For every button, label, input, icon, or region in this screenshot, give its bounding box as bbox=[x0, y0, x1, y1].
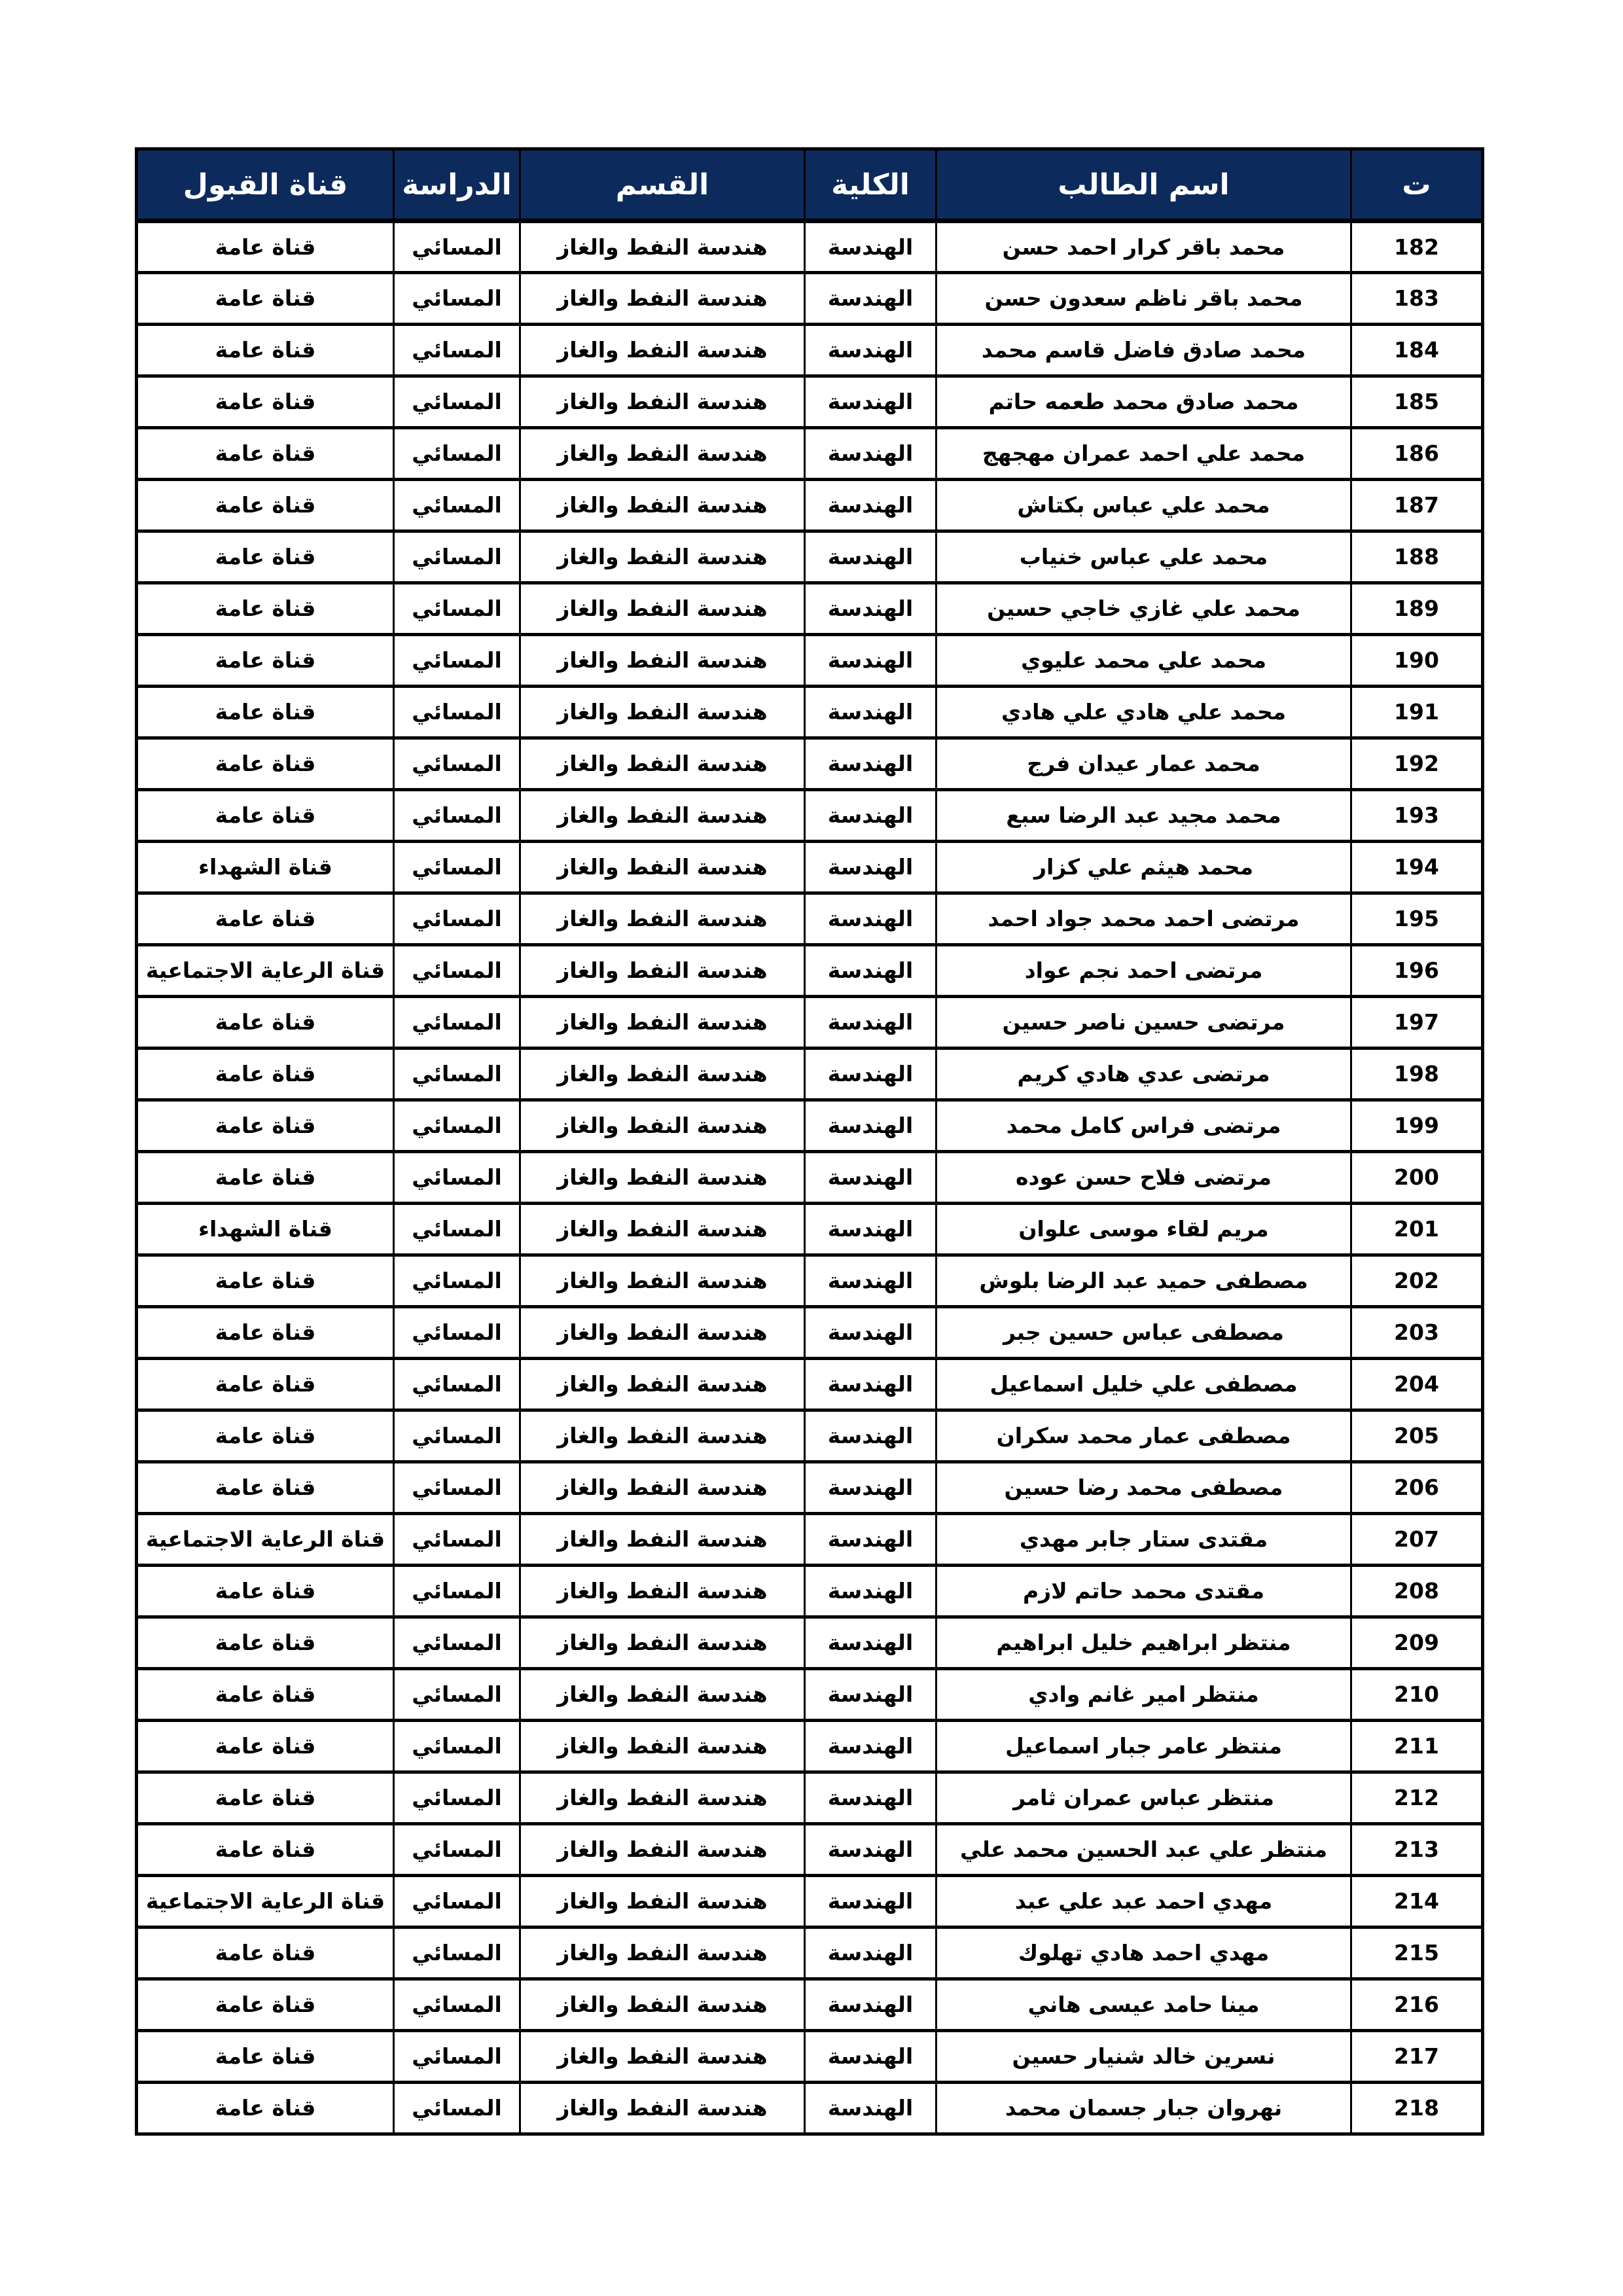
department: هندسة النفط والغاز bbox=[520, 1617, 805, 1669]
college: الهندسة bbox=[805, 583, 936, 635]
study: المسائي bbox=[394, 1410, 520, 1462]
table-row bbox=[137, 1566, 1483, 1617]
study: المسائي bbox=[394, 1669, 520, 1721]
college: الهندسة bbox=[805, 1204, 936, 1255]
table-row bbox=[137, 945, 1483, 997]
row-no: 192 bbox=[1351, 738, 1483, 790]
student-name: محمد علي غازي خاجي حسين bbox=[936, 583, 1351, 635]
header-student-name: اسم الطالب bbox=[936, 149, 1351, 221]
college: الهندسة bbox=[805, 1566, 936, 1617]
student-name: نسرين خالد شنيار حسين bbox=[936, 2031, 1351, 2083]
college: الهندسة bbox=[805, 1876, 936, 1928]
admission-channel: قناة عامة bbox=[137, 1462, 394, 1514]
department: هندسة النفط والغاز bbox=[520, 1152, 805, 1204]
row-no: 201 bbox=[1351, 1204, 1483, 1255]
admission-channel: قناة الشهداء bbox=[137, 1204, 394, 1255]
study: المسائي bbox=[394, 687, 520, 738]
study: المسائي bbox=[394, 2083, 520, 2134]
row-no: 182 bbox=[1351, 221, 1483, 273]
college: الهندسة bbox=[805, 1255, 936, 1307]
department: هندسة النفط والغاز bbox=[520, 635, 805, 687]
department: هندسة النفط والغاز bbox=[520, 842, 805, 893]
admission-channel: قناة عامة bbox=[137, 1255, 394, 1307]
table-row bbox=[137, 1721, 1483, 1772]
department: هندسة النفط والغاز bbox=[520, 2083, 805, 2134]
study: المسائي bbox=[394, 1359, 520, 1410]
study: المسائي bbox=[394, 1514, 520, 1566]
table-row bbox=[137, 1928, 1483, 1979]
table-body bbox=[137, 221, 1483, 2134]
department: هندسة النفط والغاز bbox=[520, 273, 805, 325]
study: المسائي bbox=[394, 1307, 520, 1359]
admission-channel: قناة عامة bbox=[137, 428, 394, 480]
table-row bbox=[137, 1049, 1483, 1100]
row-no: 210 bbox=[1351, 1669, 1483, 1721]
student-name: منتظر امير غانم وادي bbox=[936, 1669, 1351, 1721]
department: هندسة النفط والغاز bbox=[520, 1359, 805, 1410]
college: الهندسة bbox=[805, 1514, 936, 1566]
study: المسائي bbox=[394, 1100, 520, 1152]
table-row bbox=[137, 1772, 1483, 1824]
admission-channel: قناة عامة bbox=[137, 221, 394, 273]
study: المسائي bbox=[394, 583, 520, 635]
table-row bbox=[137, 480, 1483, 531]
student-name: مصطفى عمار محمد سكران bbox=[936, 1410, 1351, 1462]
admission-channel: قناة عامة bbox=[137, 1928, 394, 1979]
student-name: مقتدى ستار جابر مهدي bbox=[936, 1514, 1351, 1566]
college: الهندسة bbox=[805, 997, 936, 1049]
department: هندسة النفط والغاز bbox=[520, 1307, 805, 1359]
department: هندسة النفط والغاز bbox=[520, 1979, 805, 2031]
admission-channel: قناة عامة bbox=[137, 1359, 394, 1410]
table-row bbox=[137, 273, 1483, 325]
study: المسائي bbox=[394, 221, 520, 273]
study: المسائي bbox=[394, 1204, 520, 1255]
admission-channel: قناة الشهداء bbox=[137, 842, 394, 893]
student-name: مرتضى فراس كامل محمد bbox=[936, 1100, 1351, 1152]
department: هندسة النفط والغاز bbox=[520, 893, 805, 945]
department: هندسة النفط والغاز bbox=[520, 1462, 805, 1514]
study: المسائي bbox=[394, 1152, 520, 1204]
department: هندسة النفط والغاز bbox=[520, 1255, 805, 1307]
department: هندسة النفط والغاز bbox=[520, 1772, 805, 1824]
row-no: 188 bbox=[1351, 531, 1483, 583]
department: هندسة النفط والغاز bbox=[520, 945, 805, 997]
table-row bbox=[137, 376, 1483, 428]
table-row bbox=[137, 1152, 1483, 1204]
table-row bbox=[137, 1462, 1483, 1514]
college: الهندسة bbox=[805, 480, 936, 531]
row-no: 216 bbox=[1351, 1979, 1483, 2031]
table-row bbox=[137, 1669, 1483, 1721]
department: هندسة النفط والغاز bbox=[520, 1669, 805, 1721]
student-name: مرتضى عدي هادي كريم bbox=[936, 1049, 1351, 1100]
college: الهندسة bbox=[805, 1100, 936, 1152]
header-study: الدراسة bbox=[394, 149, 520, 221]
college: الهندسة bbox=[805, 1669, 936, 1721]
department: هندسة النفط والغاز bbox=[520, 325, 805, 376]
student-name: منتظر عباس عمران ثامر bbox=[936, 1772, 1351, 1824]
row-no: 191 bbox=[1351, 687, 1483, 738]
table-row bbox=[137, 428, 1483, 480]
table-row bbox=[137, 2031, 1483, 2083]
student-name: مصطفى عباس حسين جبر bbox=[936, 1307, 1351, 1359]
table-row bbox=[137, 1617, 1483, 1669]
row-no: 208 bbox=[1351, 1566, 1483, 1617]
header-row bbox=[137, 149, 1483, 221]
admission-channel: قناة عامة bbox=[137, 738, 394, 790]
study: المسائي bbox=[394, 635, 520, 687]
student-name: مرتضى احمد نجم عواد bbox=[936, 945, 1351, 997]
table-row bbox=[137, 1307, 1483, 1359]
student-name: محمد باقر كرار احمد حسن bbox=[936, 221, 1351, 273]
department: هندسة النفط والغاز bbox=[520, 1824, 805, 1876]
student-name: نهروان جبار جسمان محمد bbox=[936, 2083, 1351, 2134]
row-no: 218 bbox=[1351, 2083, 1483, 2134]
department: هندسة النفط والغاز bbox=[520, 1410, 805, 1462]
row-no: 205 bbox=[1351, 1410, 1483, 1462]
department: هندسة النفط والغاز bbox=[520, 1049, 805, 1100]
study: المسائي bbox=[394, 273, 520, 325]
study: المسائي bbox=[394, 790, 520, 842]
row-no: 215 bbox=[1351, 1928, 1483, 1979]
table-row bbox=[137, 687, 1483, 738]
student-name: منتظر عامر جبار اسماعيل bbox=[936, 1721, 1351, 1772]
admission-channel: قناة عامة bbox=[137, 1307, 394, 1359]
college: الهندسة bbox=[805, 687, 936, 738]
college: الهندسة bbox=[805, 1928, 936, 1979]
row-no: 196 bbox=[1351, 945, 1483, 997]
department: هندسة النفط والغاز bbox=[520, 1204, 805, 1255]
college: الهندسة bbox=[805, 635, 936, 687]
department: هندسة النفط والغاز bbox=[520, 480, 805, 531]
row-no: 199 bbox=[1351, 1100, 1483, 1152]
college: الهندسة bbox=[805, 1617, 936, 1669]
study: المسائي bbox=[394, 1928, 520, 1979]
table-row bbox=[137, 1100, 1483, 1152]
study: المسائي bbox=[394, 531, 520, 583]
department: هندسة النفط والغاز bbox=[520, 1566, 805, 1617]
admission-channel: قناة عامة bbox=[137, 1152, 394, 1204]
college: الهندسة bbox=[805, 1462, 936, 1514]
admission-channel: قناة عامة bbox=[137, 1979, 394, 2031]
college: الهندسة bbox=[805, 1307, 936, 1359]
row-no: 193 bbox=[1351, 790, 1483, 842]
row-no: 200 bbox=[1351, 1152, 1483, 1204]
college: الهندسة bbox=[805, 1152, 936, 1204]
student-name: مرتضى حسين ناصر حسين bbox=[936, 997, 1351, 1049]
row-no: 207 bbox=[1351, 1514, 1483, 1566]
study: المسائي bbox=[394, 1255, 520, 1307]
row-no: 195 bbox=[1351, 893, 1483, 945]
college: الهندسة bbox=[805, 1410, 936, 1462]
row-no: 197 bbox=[1351, 997, 1483, 1049]
students-table bbox=[135, 147, 1484, 2136]
study: المسائي bbox=[394, 1462, 520, 1514]
admission-channel: قناة عامة bbox=[137, 1566, 394, 1617]
college: الهندسة bbox=[805, 1359, 936, 1410]
table-row bbox=[137, 2083, 1483, 2134]
study: المسائي bbox=[394, 1979, 520, 2031]
study: المسائي bbox=[394, 376, 520, 428]
college: الهندسة bbox=[805, 428, 936, 480]
study: المسائي bbox=[394, 2031, 520, 2083]
college: الهندسة bbox=[805, 1824, 936, 1876]
admission-channel: قناة عامة bbox=[137, 376, 394, 428]
row-no: 217 bbox=[1351, 2031, 1483, 2083]
college: الهندسة bbox=[805, 2083, 936, 2134]
student-name: مريم لقاء موسى علوان bbox=[936, 1204, 1351, 1255]
student-name: مصطفى حميد عبد الرضا بلوش bbox=[936, 1255, 1351, 1307]
student-name: محمد علي عباس بكتاش bbox=[936, 480, 1351, 531]
admission-channel: قناة عامة bbox=[137, 2083, 394, 2134]
study: المسائي bbox=[394, 1617, 520, 1669]
admission-channel: قناة الرعاية الاجتماعية bbox=[137, 1514, 394, 1566]
student-name: مهدي احمد هادي تهلوك bbox=[936, 1928, 1351, 1979]
department: هندسة النفط والغاز bbox=[520, 376, 805, 428]
study: المسائي bbox=[394, 1772, 520, 1824]
table-row bbox=[137, 221, 1483, 273]
student-name: محمد صادق فاضل قاسم محمد bbox=[936, 325, 1351, 376]
table-row bbox=[137, 1410, 1483, 1462]
student-name: مهدي احمد عبد علي عبد bbox=[936, 1876, 1351, 1928]
admission-channel: قناة عامة bbox=[137, 2031, 394, 2083]
department: هندسة النفط والغاز bbox=[520, 428, 805, 480]
admission-channel: قناة عامة bbox=[137, 583, 394, 635]
study: المسائي bbox=[394, 428, 520, 480]
department: هندسة النفط والغاز bbox=[520, 2031, 805, 2083]
department: هندسة النفط والغاز bbox=[520, 687, 805, 738]
row-no: 184 bbox=[1351, 325, 1483, 376]
department: هندسة النفط والغاز bbox=[520, 997, 805, 1049]
admission-channel: قناة عامة bbox=[137, 1772, 394, 1824]
study: المسائي bbox=[394, 325, 520, 376]
admission-channel: قناة عامة bbox=[137, 687, 394, 738]
study: المسائي bbox=[394, 945, 520, 997]
header-admission-channel: قناة القبول bbox=[137, 149, 394, 221]
student-name: محمد باقر ناظم سعدون حسن bbox=[936, 273, 1351, 325]
student-name: منتظر ابراهيم خليل ابراهيم bbox=[936, 1617, 1351, 1669]
study: المسائي bbox=[394, 893, 520, 945]
admission-channel: قناة عامة bbox=[137, 635, 394, 687]
header-college: الكلية bbox=[805, 149, 936, 221]
department: هندسة النفط والغاز bbox=[520, 583, 805, 635]
student-name: منتظر علي عبد الحسين محمد علي bbox=[936, 1824, 1351, 1876]
table-row bbox=[137, 583, 1483, 635]
admission-channel: قناة الرعاية الاجتماعية bbox=[137, 945, 394, 997]
table-row bbox=[137, 635, 1483, 687]
study: المسائي bbox=[394, 997, 520, 1049]
admission-channel: قناة عامة bbox=[137, 1824, 394, 1876]
study: المسائي bbox=[394, 1566, 520, 1617]
student-name: محمد علي محمد عليوي bbox=[936, 635, 1351, 687]
admission-channel: قناة عامة bbox=[137, 1100, 394, 1152]
study: المسائي bbox=[394, 738, 520, 790]
department: هندسة النفط والغاز bbox=[520, 1928, 805, 1979]
table-row bbox=[137, 997, 1483, 1049]
row-no: 209 bbox=[1351, 1617, 1483, 1669]
table-row bbox=[137, 1255, 1483, 1307]
student-name: محمد صادق محمد طعمه حاتم bbox=[936, 376, 1351, 428]
row-no: 204 bbox=[1351, 1359, 1483, 1410]
table-row bbox=[137, 1876, 1483, 1928]
study: المسائي bbox=[394, 1876, 520, 1928]
college: الهندسة bbox=[805, 1049, 936, 1100]
admission-channel: قناة عامة bbox=[137, 997, 394, 1049]
admission-channel: قناة عامة bbox=[137, 480, 394, 531]
department: هندسة النفط والغاز bbox=[520, 1721, 805, 1772]
admission-channel: قناة عامة bbox=[137, 790, 394, 842]
study: المسائي bbox=[394, 1049, 520, 1100]
college: الهندسة bbox=[805, 325, 936, 376]
admission-channel: قناة عامة bbox=[137, 1410, 394, 1462]
student-name: مرتضى فلاح حسن عوده bbox=[936, 1152, 1351, 1204]
row-no: 185 bbox=[1351, 376, 1483, 428]
student-name: محمد مجيد عبد الرضا سبع bbox=[936, 790, 1351, 842]
row-no: 212 bbox=[1351, 1772, 1483, 1824]
college: الهندسة bbox=[805, 273, 936, 325]
college: الهندسة bbox=[805, 376, 936, 428]
admission-channel: قناة الرعاية الاجتماعية bbox=[137, 1876, 394, 1928]
college: الهندسة bbox=[805, 893, 936, 945]
department: هندسة النفط والغاز bbox=[520, 1100, 805, 1152]
student-name: محمد عمار عيدان فرج bbox=[936, 738, 1351, 790]
header-department: القسم bbox=[520, 149, 805, 221]
admission-channel: قناة عامة bbox=[137, 273, 394, 325]
table-row bbox=[137, 1979, 1483, 2031]
table-row bbox=[137, 1824, 1483, 1876]
college: الهندسة bbox=[805, 221, 936, 273]
study: المسائي bbox=[394, 1824, 520, 1876]
row-no: 211 bbox=[1351, 1721, 1483, 1772]
row-no: 202 bbox=[1351, 1255, 1483, 1307]
college: الهندسة bbox=[805, 1772, 936, 1824]
department: هندسة النفط والغاز bbox=[520, 1876, 805, 1928]
college: الهندسة bbox=[805, 1721, 936, 1772]
table-row bbox=[137, 738, 1483, 790]
row-no: 206 bbox=[1351, 1462, 1483, 1514]
student-name: محمد هيثم علي كزار bbox=[936, 842, 1351, 893]
student-name: محمد علي هادي علي هادي bbox=[936, 687, 1351, 738]
student-name: مصطفى علي خليل اسماعيل bbox=[936, 1359, 1351, 1410]
department: هندسة النفط والغاز bbox=[520, 738, 805, 790]
college: الهندسة bbox=[805, 531, 936, 583]
college: الهندسة bbox=[805, 738, 936, 790]
admission-channel: قناة عامة bbox=[137, 893, 394, 945]
admission-channel: قناة عامة bbox=[137, 1617, 394, 1669]
row-no: 189 bbox=[1351, 583, 1483, 635]
table-row bbox=[137, 325, 1483, 376]
college: الهندسة bbox=[805, 945, 936, 997]
college: الهندسة bbox=[805, 842, 936, 893]
college: الهندسة bbox=[805, 790, 936, 842]
student-name: مصطفى محمد رضا حسين bbox=[936, 1462, 1351, 1514]
department: هندسة النفط والغاز bbox=[520, 221, 805, 273]
header-no: ت bbox=[1351, 149, 1483, 221]
study: المسائي bbox=[394, 1721, 520, 1772]
row-no: 198 bbox=[1351, 1049, 1483, 1100]
admission-channel: قناة عامة bbox=[137, 1721, 394, 1772]
student-name: محمد علي احمد عمران مهجهج bbox=[936, 428, 1351, 480]
row-no: 194 bbox=[1351, 842, 1483, 893]
row-no: 190 bbox=[1351, 635, 1483, 687]
college: الهندسة bbox=[805, 2031, 936, 2083]
row-no: 213 bbox=[1351, 1824, 1483, 1876]
row-no: 186 bbox=[1351, 428, 1483, 480]
table-row bbox=[137, 1359, 1483, 1410]
table-row bbox=[137, 790, 1483, 842]
row-no: 187 bbox=[1351, 480, 1483, 531]
row-no: 183 bbox=[1351, 273, 1483, 325]
admission-channel: قناة عامة bbox=[137, 531, 394, 583]
admission-channel: قناة عامة bbox=[137, 325, 394, 376]
table-row bbox=[137, 1204, 1483, 1255]
student-name: مرتضى احمد محمد جواد احمد bbox=[936, 893, 1351, 945]
table-row bbox=[137, 1514, 1483, 1566]
student-name: مقتدى محمد حاتم لازم bbox=[936, 1566, 1351, 1617]
college: الهندسة bbox=[805, 1979, 936, 2031]
row-no: 214 bbox=[1351, 1876, 1483, 1928]
row-no: 203 bbox=[1351, 1307, 1483, 1359]
study: المسائي bbox=[394, 842, 520, 893]
table-row bbox=[137, 842, 1483, 893]
student-name: مينا حامد عيسى هاني bbox=[936, 1979, 1351, 2031]
admission-channel: قناة عامة bbox=[137, 1669, 394, 1721]
study: المسائي bbox=[394, 480, 520, 531]
department: هندسة النفط والغاز bbox=[520, 790, 805, 842]
table-row bbox=[137, 531, 1483, 583]
student-name: محمد علي عباس خنياب bbox=[936, 531, 1351, 583]
department: هندسة النفط والغاز bbox=[520, 1514, 805, 1566]
department: هندسة النفط والغاز bbox=[520, 531, 805, 583]
table-row bbox=[137, 893, 1483, 945]
admission-channel: قناة عامة bbox=[137, 1049, 394, 1100]
